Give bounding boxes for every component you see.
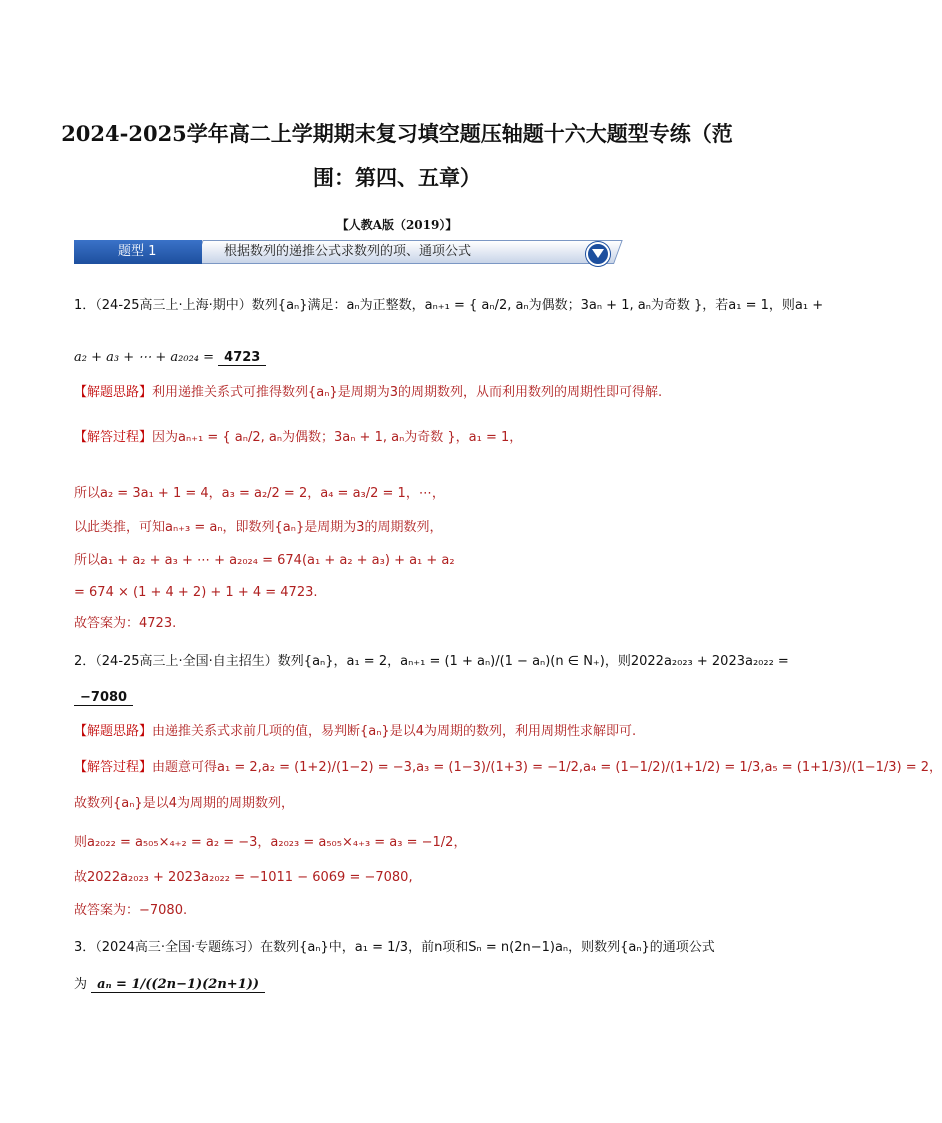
process-line: 由题意可得a₁ = 2,a₂ = (1+2)/(1−2) = −3,a₃ = (1−3)/(1+3) = −1/2,a₄ = (1−1/2)/(1+1/2) = 1/3,a₅ = (1+1/3)/(1−1/3) = 2， bbox=[152, 760, 942, 775]
process-line: 因为aₙ₊₁ = { aₙ/2, aₙ为偶数；3aₙ + 1, aₙ为奇数 }，a₁ = 1， bbox=[152, 430, 523, 445]
problem-3-statement: 3．（2024高三·全国·专题练习）在数列{aₙ}中，a₁ = 1/3，前n项和Sₙ = n(2n−1)aₙ，则数列{aₙ}的通项公式 bbox=[74, 940, 715, 955]
idea-tag: 【解题思路】 bbox=[74, 724, 153, 739]
title-line-1: 2024-2025学年高二上学期期末复习填空题压轴题十六大题型专练（范 bbox=[61, 121, 733, 146]
process-line: 故数列{aₙ}是以4为周期的周期数列， bbox=[74, 796, 294, 811]
process-line: = 674 × (1 + 4 + 2) + 1 + 4 = 4723. bbox=[74, 585, 318, 600]
process-line: 所以a₁ + a₂ + a₃ + ⋯ + a₂₀₂₄ = 674(a₁ + a₂ + a₃) + a₁ + a₂ bbox=[74, 553, 455, 568]
idea-tag: 【解题思路】 bbox=[74, 385, 153, 400]
problem-1-statement-cont bbox=[74, 348, 734, 368]
banner-topic-label: 根据数列的递推公式求数列的项、通项公式 bbox=[224, 244, 472, 259]
chevron-down-icon[interactable] bbox=[586, 242, 610, 266]
problem-3-prefix: 为 bbox=[74, 977, 88, 992]
problem-1-statement: 1．（24-25高三上·上海·期中）数列{aₙ}满足：aₙ为正整数，aₙ₊₁ = { aₙ/2, aₙ为偶数；3aₙ + 1, aₙ为奇数 }，若a₁ = 1，则a₁ + bbox=[74, 298, 824, 313]
problem-2-idea bbox=[74, 722, 734, 742]
title-line-2: 围：第四、五章） bbox=[313, 165, 481, 190]
process-line: 以此类推，可知aₙ₊₃ = aₙ，即数列{aₙ}是周期为3的周期数列， bbox=[74, 520, 443, 535]
process-tag: 【解答过程】 bbox=[74, 760, 153, 775]
process-tag: 【解答过程】 bbox=[74, 430, 153, 445]
process-line: 故答案为：4723. bbox=[74, 616, 177, 631]
problem-3-answer-line bbox=[74, 975, 734, 995]
edition-subtitle: 【人教A版（2019）】 bbox=[336, 218, 458, 232]
idea-text: 利用递推关系式可推得数列{aₙ}是周期为3的周期数列，从而利用数列的周期性即可得解. bbox=[152, 385, 663, 400]
problem-1-sum-expression: a₂ + a₃ + ⋯ + a₂₀₂₄ = bbox=[74, 350, 215, 365]
problem-1-answer: 4723 bbox=[218, 350, 266, 366]
problem-1-process bbox=[74, 428, 734, 448]
process-line: 所以a₂ = 3a₁ + 1 = 4，a₃ = a₂/2 = 2，a₄ = a₃/2 = 1，⋯， bbox=[74, 486, 445, 501]
problem-2-answer: −7080 bbox=[74, 690, 133, 706]
idea-text: 由递推关系式求前几项的值，易判断{aₙ}是以4为周期的数列，利用周期性求解即可. bbox=[152, 724, 637, 739]
problem-1-idea bbox=[74, 383, 734, 403]
banner-type-label: 题型 1 bbox=[74, 240, 202, 264]
problem-2-process bbox=[74, 758, 942, 778]
problem-2-statement: 2．（24-25高三上·全国·自主招生）数列{aₙ}，a₁ = 2，aₙ₊₁ = (1 + aₙ)/(1 − aₙ)(n ∈ N₊)，则2022a₂₀₂₃ + 2023a₂₀₂₂ = bbox=[74, 654, 789, 669]
problem-2-answer-line bbox=[74, 688, 734, 708]
process-line: 故答案为：−7080. bbox=[74, 903, 188, 918]
problem-3-answer: aₙ = 1/((2n−1)(2n+1)) bbox=[91, 977, 265, 993]
process-line: 则a₂₀₂₂ = a₅₀₅×₄₊₂ = a₂ = −3，a₂₀₂₃ = a₅₀₅×₄₊₃ = a₃ = −1/2， bbox=[74, 835, 467, 850]
section-banner bbox=[74, 238, 614, 266]
process-line: 故2022a₂₀₂₃ + 2023a₂₀₂₂ = −1011 − 6069 = −7080, bbox=[74, 870, 413, 885]
document-title bbox=[60, 112, 734, 200]
